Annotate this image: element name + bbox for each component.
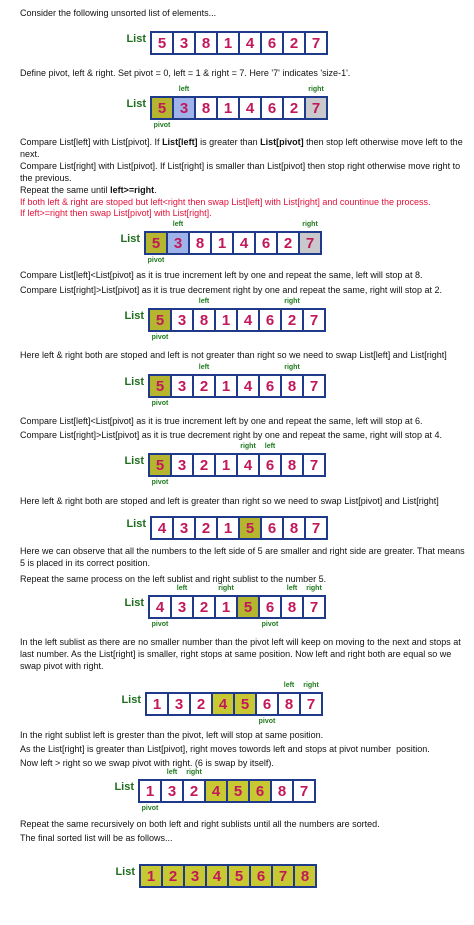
list-label: List	[126, 98, 146, 110]
left-marker: left	[172, 221, 184, 228]
explanation-10: Here left & right both are stoped and left is not greater than right so we need to swap List[left] and List[right]	[20, 350, 447, 360]
right-marker: right	[284, 298, 300, 305]
explanation-13: Here left & right both are stoped and left is greater than right so we need to swap List[pivot] and List[right]	[20, 496, 439, 506]
list-label: List	[120, 233, 140, 245]
explanation-21: The final sorted list will be as follows...	[20, 833, 173, 843]
list-cell: 8	[270, 779, 294, 803]
step-1	[122, 86, 382, 129]
explanation-5: Repeat the same until left>=right.	[20, 185, 157, 195]
list-cell: 3	[172, 96, 196, 120]
list-cells	[150, 96, 326, 120]
list-cell: 8	[280, 595, 304, 619]
list-cell: 8	[194, 96, 218, 120]
list-cell: 6	[258, 308, 282, 332]
list-cell: 6	[254, 231, 278, 255]
list-cell: 1	[138, 779, 162, 803]
step-6	[122, 516, 382, 540]
list-cell: 3	[172, 31, 196, 55]
list-cell: 7	[298, 231, 322, 255]
right-marker: right	[218, 585, 234, 592]
list-cell: 4	[238, 31, 262, 55]
list-cell: 2	[161, 864, 185, 888]
list-cell: 8	[194, 31, 218, 55]
list-cell: 8	[280, 453, 304, 477]
list-cell: 8	[192, 308, 216, 332]
list-cell: 4	[236, 308, 260, 332]
explanation-16: In the left sublist as there are no smaller number than the pivot left will keep on moving to the next and stops at last number. As the List[right] is smaller, right stops at same position. Now left and right both are equal so we swap pivot with right.	[20, 637, 464, 671]
right-marker: right	[284, 364, 300, 371]
list-cell: 3	[160, 779, 184, 803]
pivot-marker: pivot	[261, 621, 279, 628]
left-marker: left	[178, 86, 190, 93]
list-cell: 8	[280, 374, 304, 398]
step-10	[111, 864, 371, 888]
list-cell: 1	[216, 516, 240, 540]
list-cell: 1	[216, 31, 240, 55]
list-cells	[148, 453, 324, 477]
list-cell: 5	[148, 453, 172, 477]
explanation-11: Compare List[left]<List[pivot] as it is true increment left by one and repeat the same, left will stop at 6.	[20, 416, 423, 426]
right-marker: right	[240, 443, 256, 450]
explanation-19: Now left > right so we swap pivot with right. (6 is swap by itself).	[20, 758, 274, 768]
list-cell: 6	[249, 864, 273, 888]
list-cell: 4	[236, 374, 260, 398]
list-cell: 2	[276, 231, 300, 255]
list-cells	[138, 779, 314, 803]
list-cell: 1	[216, 96, 240, 120]
list-cell: 3	[183, 864, 207, 888]
list-cell: 5	[148, 374, 172, 398]
list-cell: 1	[214, 374, 238, 398]
step-4	[120, 364, 380, 407]
list-cell: 3	[172, 516, 196, 540]
explanation-18: As the List[right] is greater than List[pivot], right moves towords left and stops at pivot number position.	[20, 744, 430, 754]
list-cell: 5	[236, 595, 260, 619]
list-cell: 5	[150, 31, 174, 55]
list-cell: 4	[211, 692, 235, 716]
list-cell: 2	[192, 595, 216, 619]
left-marker: left	[198, 298, 210, 305]
explanation-7: If left>=right then swap List[pivot] with List[right].	[20, 208, 212, 218]
list-cell: 1	[214, 595, 238, 619]
list-cell: 6	[260, 516, 284, 540]
list-cell: 3	[170, 308, 194, 332]
list-cell: 1	[145, 692, 169, 716]
list-cells	[150, 31, 326, 55]
list-cell: 7	[304, 96, 328, 120]
step-3	[120, 298, 380, 341]
list-cell: 6	[260, 96, 284, 120]
list-cell: 1	[214, 308, 238, 332]
list-cell: 2	[192, 374, 216, 398]
list-cell: 3	[170, 374, 194, 398]
explanation-6: If both left & right are stoped but left<right then swap List[left] with List[right] and countinue the process.	[20, 197, 431, 207]
list-cell: 5	[233, 692, 257, 716]
list-cell: 8	[293, 864, 317, 888]
list-cell: 7	[299, 692, 323, 716]
explanation-1: Consider the following unsorted list of elements...	[20, 8, 217, 18]
pivot-marker: pivot	[151, 479, 169, 486]
right-marker: right	[302, 221, 318, 228]
list-cell: 6	[248, 779, 272, 803]
step-7	[120, 585, 380, 628]
list-cell: 2	[189, 692, 213, 716]
explanation-2: Define pivot, left & right. Set pivot = 0, left = 1 & right = 7. Here '7' indicates 'size-1'.	[20, 68, 351, 78]
list-label: List	[124, 310, 144, 322]
list-cell: 6	[258, 595, 282, 619]
list-label: List	[121, 694, 141, 706]
list-cell: 4	[232, 231, 256, 255]
step-8	[117, 682, 377, 725]
explanation-17: In the right sublist left is grester than the pivot, left will stop at same position.	[20, 730, 324, 740]
list-cell: 2	[282, 96, 306, 120]
list-cell: 5	[150, 96, 174, 120]
left-marker: left	[166, 769, 178, 776]
explanation-3: Compare List[left] with List[pivot]. If List[left] is greater than List[pivot] then stop left otherwise move left to the next.	[20, 137, 466, 159]
list-cell: 8	[188, 231, 212, 255]
list-cell: 6	[255, 692, 279, 716]
list-cell: 7	[271, 864, 295, 888]
pivot-marker: pivot	[153, 122, 171, 129]
list-label: List	[124, 597, 144, 609]
pivot-marker: pivot	[141, 805, 159, 812]
pivot-marker: pivot	[151, 400, 169, 407]
list-cell: 2	[194, 516, 218, 540]
list-cell: 8	[277, 692, 301, 716]
list-cells	[148, 308, 324, 332]
pivot-marker: pivot	[147, 257, 165, 264]
left-marker: left	[286, 585, 298, 592]
step-9	[110, 769, 370, 812]
list-cell: 3	[166, 231, 190, 255]
step-2	[116, 221, 376, 264]
right-marker: right	[308, 86, 324, 93]
list-cells	[148, 374, 324, 398]
left-marker: left	[198, 364, 210, 371]
explanation-9: Compare List[right]>List[pivot] as it is true decrement right by one and repeat the same, right will stop at 2.	[20, 285, 442, 295]
left-marker: left	[264, 443, 276, 450]
right-marker: right	[303, 682, 319, 689]
list-label: List	[126, 518, 146, 530]
list-cell: 5	[227, 864, 251, 888]
list-cell: 7	[302, 374, 326, 398]
left-marker: left	[176, 585, 188, 592]
list-cell: 4	[238, 96, 262, 120]
list-cell: 2	[182, 779, 206, 803]
explanation-12: Compare List[right]>List[pivot] as it is true decrement right by one and repeat the same, right will stop at 4.	[20, 430, 442, 440]
list-cell: 5	[238, 516, 262, 540]
list-cell: 2	[280, 308, 304, 332]
list-cells	[145, 692, 321, 716]
step-5	[120, 443, 380, 486]
list-cell: 2	[282, 31, 306, 55]
list-label: List	[124, 455, 144, 467]
pivot-marker: pivot	[151, 334, 169, 341]
explanation-4: Compare List[right] with List[pivot]. If List[right] is smaller than List[pivot] then stop right otherwise move right to the previous.	[20, 161, 463, 183]
pivot-marker: pivot	[151, 621, 169, 628]
list-cell: 7	[302, 308, 326, 332]
list-cell: 4	[205, 864, 229, 888]
list-cell: 1	[214, 453, 238, 477]
list-cells	[150, 516, 326, 540]
step-0	[122, 31, 382, 55]
list-cell: 6	[260, 31, 284, 55]
list-label: List	[114, 781, 134, 793]
list-cell: 5	[144, 231, 168, 255]
list-cell: 5	[148, 308, 172, 332]
list-cell: 7	[302, 453, 326, 477]
list-cells	[144, 231, 320, 255]
list-cell: 4	[148, 595, 172, 619]
list-cells	[139, 864, 315, 888]
list-label: List	[115, 866, 135, 878]
explanation-20: Repeat the same recursively on both left and right sublists until all the numbers are sorted.	[20, 819, 380, 829]
list-cell: 7	[302, 595, 326, 619]
list-cell: 3	[170, 595, 194, 619]
list-label: List	[124, 376, 144, 388]
list-label: List	[126, 33, 146, 45]
explanation-14: Here we can observe that all the numbers to the left side of 5 are smaller and right side are greater. That means 5 is placed in its correct position.	[20, 546, 468, 568]
right-marker: right	[306, 585, 322, 592]
list-cell: 7	[304, 31, 328, 55]
list-cell: 4	[150, 516, 174, 540]
list-cell: 7	[292, 779, 316, 803]
list-cell: 4	[236, 453, 260, 477]
list-cell: 1	[210, 231, 234, 255]
explanation-15: Repeat the same process on the left sublist and right sublist to the number 5.	[20, 574, 327, 584]
list-cell: 6	[258, 374, 282, 398]
pivot-marker: pivot	[258, 718, 276, 725]
right-marker: right	[186, 769, 202, 776]
list-cell: 6	[258, 453, 282, 477]
left-marker: left	[283, 682, 295, 689]
list-cell: 3	[167, 692, 191, 716]
list-cell: 1	[139, 864, 163, 888]
list-cell: 2	[192, 453, 216, 477]
list-cell: 7	[304, 516, 328, 540]
list-cells	[148, 595, 324, 619]
list-cell: 4	[204, 779, 228, 803]
list-cell: 5	[226, 779, 250, 803]
list-cell: 3	[170, 453, 194, 477]
list-cell: 8	[282, 516, 306, 540]
explanation-8: Compare List[left]<List[pivot] as it is true increment left by one and repeat the same, left will stop at 8.	[20, 270, 423, 280]
